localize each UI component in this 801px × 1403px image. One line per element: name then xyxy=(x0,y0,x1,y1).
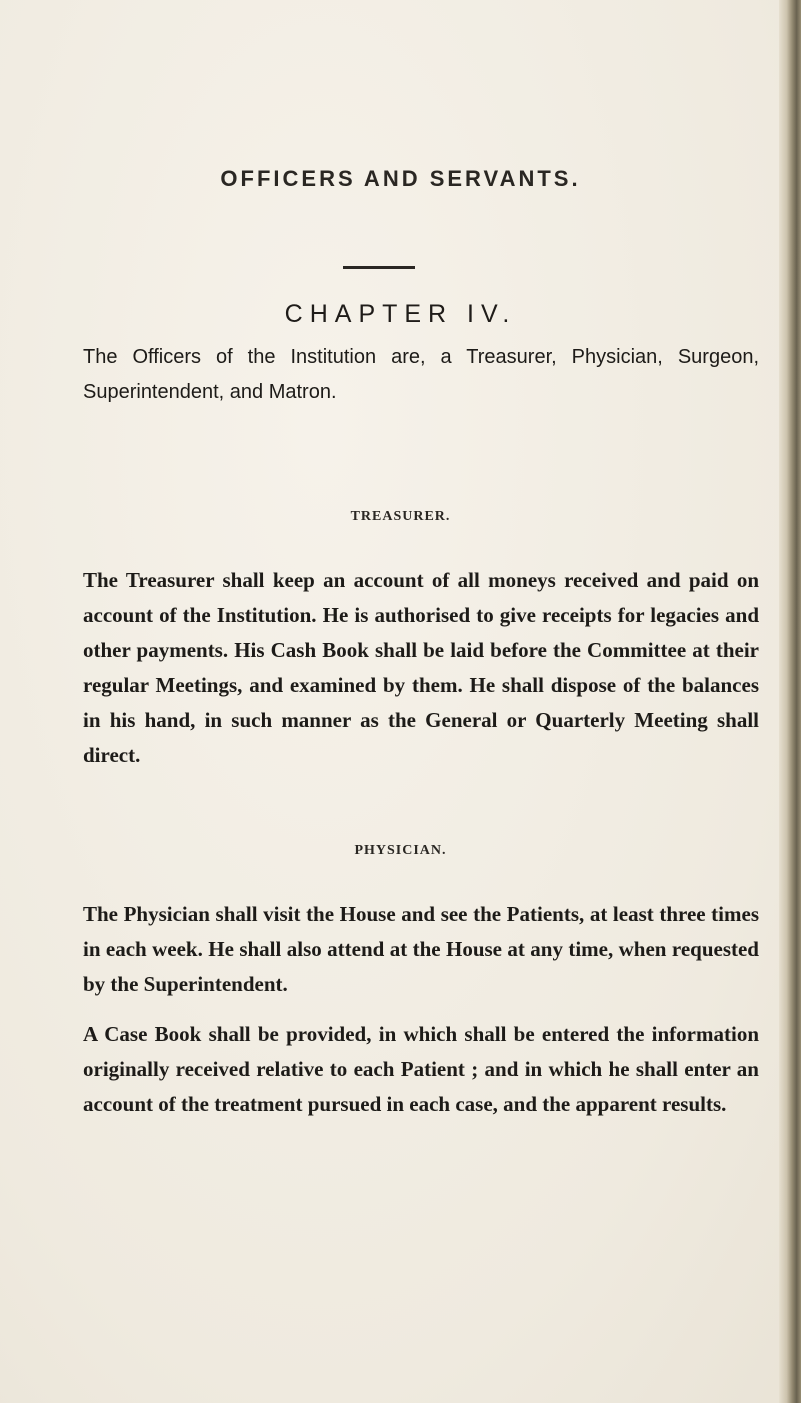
treasurer-paragraph: The Treasurer shall keep an account of all moneys received and paid on account of the Institution. He is authorised to give receipts for legacies and other payments. His Cash Book shall be laid before the Committee at their regular Meetings, and examined by them. He shall dispose of the balances in his hand, in such manner as the General or Quarterly Meeting shall direct. xyxy=(83,568,759,767)
running-head: OFFICERS AND SERVANTS. xyxy=(220,166,581,191)
physician-heading: PHYSICIAN. xyxy=(354,843,447,858)
intro-paragraph: The Officers of the Institution are, a Treasurer, Physician, Surgeon, Superintendent, and Matron. xyxy=(83,346,759,403)
chapter-title: CHAPTER IV. xyxy=(284,300,517,328)
page-binding-edge xyxy=(779,0,801,1403)
physician-paragraph-2: A Case Book shall be provided, in which shall be entered the information originally received relative to each Patient ; and in which he shall enter an account of the treatment pursued in each case, and the apparent results. xyxy=(83,1022,759,1116)
treasurer-heading: TREASURER. xyxy=(350,509,451,524)
section-divider-rule xyxy=(343,266,415,269)
physician-paragraph-1: The Physician shall visit the House and see the Patients, at least three times in each week. He shall also attend at the House at any time, when requested by the Superintendent. xyxy=(83,902,759,996)
